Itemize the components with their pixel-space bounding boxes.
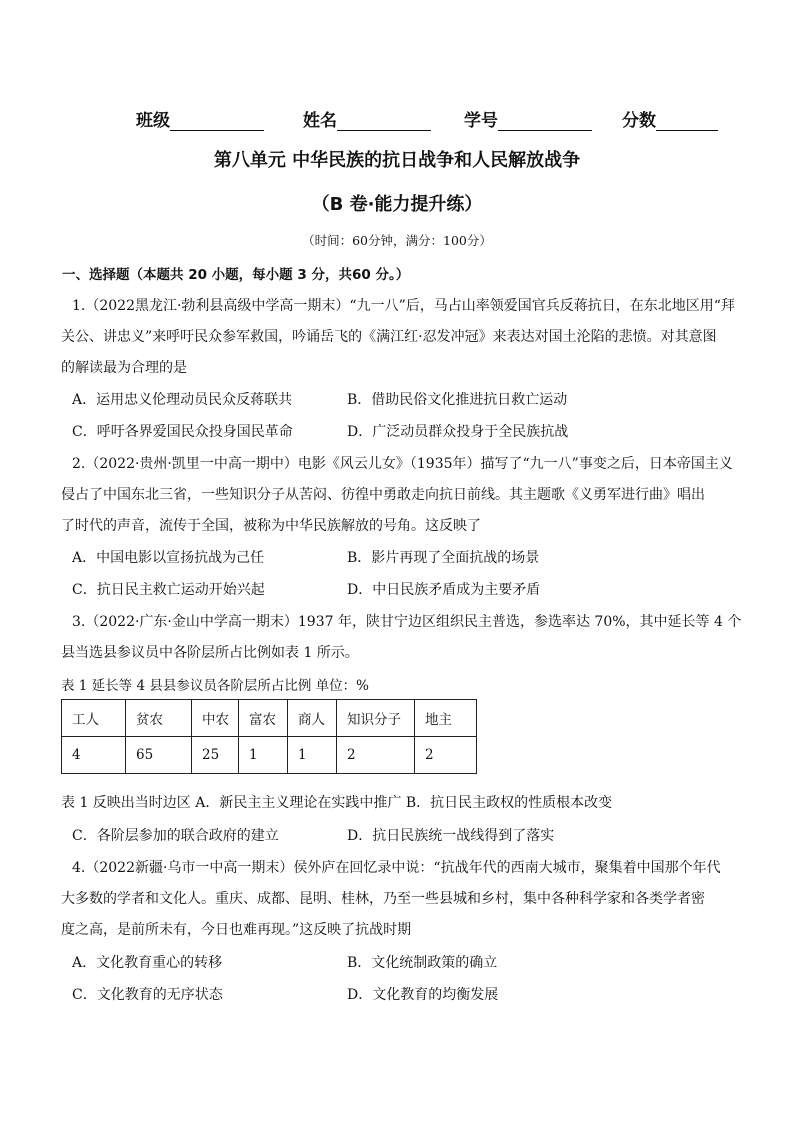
question-2-option-a[interactable]: A．中国电影以宣扬抗战为己任 [72,550,265,566]
score-blank[interactable] [656,112,718,131]
class-field [136,106,264,131]
question-2-line-2: 侵占了中国东北三省，一些知识分子从苦闷、彷徨中勇敢走向抗日前线。其主题歌《义勇军进行曲》唱出 [61,487,705,503]
student-id-label: 学号 [464,111,498,131]
table-value-cell: 1 [239,737,288,774]
question-2-line-3: 了时代的声音，流传于全国，被称为中华民族解放的号角。这反映了 [61,518,481,534]
student-id-blank[interactable] [498,112,592,131]
question-4-option-b[interactable]: B．文化统制政策的确立 [347,955,498,971]
table-value-row [62,737,477,774]
name-blank[interactable] [337,112,431,131]
table-value-cell: 2 [337,737,415,774]
question-3-option-c[interactable]: C．各阶层参加的联合政府的建立 [72,828,279,844]
question-2-option-b[interactable]: B．影片再现了全面抗战的场景 [347,550,540,566]
table-header-cell: 中农 [192,700,239,737]
question-3-line-1: 3.（2022·广东·金山中学高一期末）1937 年，陕甘宁边区组织民主普选，参选率达 70%，其中延长等 4 个 [72,614,742,630]
question-2-line-1: 2.（2022·贵州·凯里一中高一期中）电影《风云儿女》（1935年）描写了“九一八”事变之后，日本帝国主义 [72,456,733,472]
question-4-line-3: 度之高，是前所未有，今日也难再现。”这反映了抗战时期 [61,922,412,938]
question-4-line-2: 大多数的学者和文化人。重庆、成都、昆明、桂林，乃至一些县城和乡村，集中各种科学家和各类学者密 [61,891,705,907]
question-1-option-c[interactable]: C．呼吁各界爱国民众投身国民革命 [72,424,293,440]
table-header-cell: 工人 [62,700,126,737]
table-header-row [62,700,477,737]
score-field [622,106,718,131]
question-4-option-c[interactable]: C．文化教育的无序状态 [72,987,223,1003]
question-1-line-1: 1.（2022黑龙江·勃利县高级中学高一期末）“九一八”后，马占山率领爱国官兵反蒋抗日，在东北地区用“拜 [72,298,735,314]
page-subtitle: （B 卷·能力提升练） [311,194,483,215]
table-header-cell: 知识分子 [337,700,415,737]
question-3-line-2: 县当选县参议员中各阶层所占比例如表 1 所示。 [61,645,359,661]
student-id-field [464,106,592,131]
score-label: 分数 [622,111,656,131]
question-3-option-d[interactable]: D．抗日民族统一战线得到了落实 [347,828,555,844]
student-info-header [0,106,794,130]
table-value-cell: 1 [288,737,337,774]
time-info: （时间：60分钟，满分：100分） [302,233,492,248]
question-2-option-d[interactable]: D．中日民族矛盾成为主要矛盾 [347,582,541,598]
question-1-option-d[interactable]: D．广泛动员群众投身于全民族抗战 [347,424,569,440]
question-1-line-3: 的解读最为合理的是 [61,360,187,376]
table-header-cell: 地主 [415,700,477,737]
representative-ratio-table [61,699,477,774]
question-3-after-table: 表 1 反映出当时边区 A．新民主主义理论在实践中推广 B．抗日民主政权的性质根本改变 [61,795,613,811]
table-value-cell: 2 [415,737,477,774]
question-1-option-a[interactable]: A．运用忠义伦理动员民众反蒋联共 [72,392,293,408]
class-label: 班级 [136,111,170,131]
question-2-option-c[interactable]: C．抗日民主救亡运动开始兴起 [72,582,265,598]
question-4-option-d[interactable]: D．文化教育的均衡发展 [347,987,499,1003]
table-header-cell: 贫农 [126,700,192,737]
question-4-option-a[interactable]: A．文化教育重心的转移 [72,955,223,971]
table-header-cell: 富农 [239,700,288,737]
name-label: 姓名 [303,111,337,131]
class-blank[interactable] [170,112,264,131]
table-value-cell: 25 [192,737,239,774]
question-4-line-1: 4.（2022新疆·乌市一中高一期末）侯外庐在回忆录中说：“抗战年代的西南大城市，聚集着中国那个年代 [72,860,721,876]
table-value-cell: 65 [126,737,192,774]
question-1-option-b[interactable]: B．借助民俗文化推进抗日救亡运动 [347,392,568,408]
table-value-cell: 4 [62,737,126,774]
page-title: 第八单元 中华民族的抗日战争和人民解放战争 [213,150,581,171]
section-heading: 一、选择题（本题共 20 小题，每小题 3 分，共60 分。） [62,267,410,283]
name-field [303,106,431,131]
table-caption: 表 1 延长等 4 县县参议员各阶层所占比例 单位：% [61,678,369,694]
question-1-line-2: 关公、讲忠义”来呼吁民众参军救国，吟诵岳飞的《满江红·忍发冲冠》来表达对国土沦陷的悲愤。对其意图 [61,329,717,345]
table-header-cell: 商人 [288,700,337,737]
